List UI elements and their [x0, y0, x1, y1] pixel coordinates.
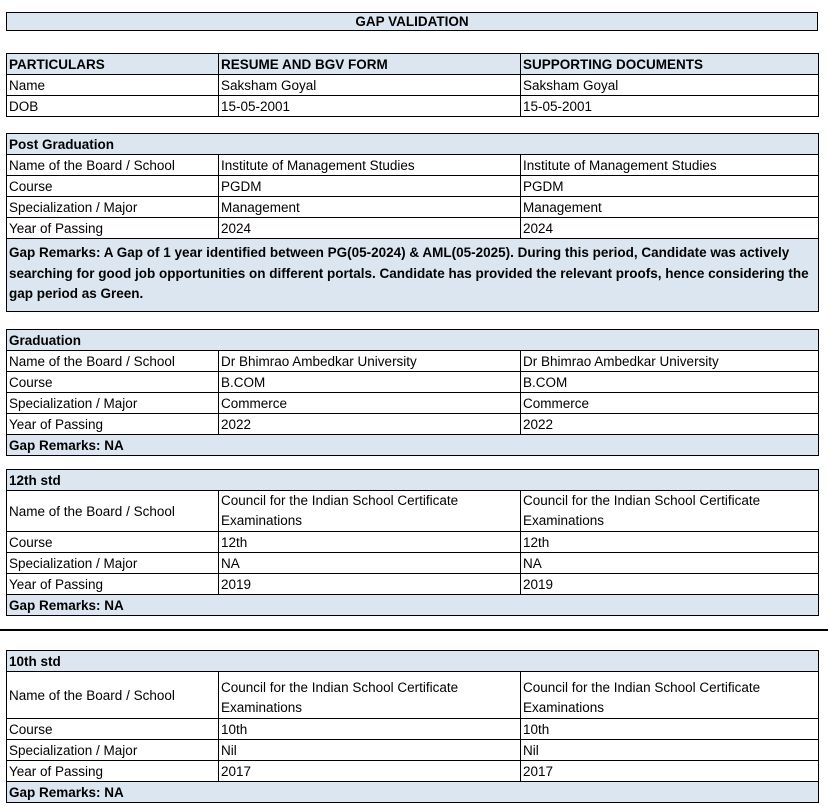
resume-value: Commerce [219, 393, 521, 414]
post-graduation-table [6, 133, 819, 312]
resume-value: PGDM [219, 176, 521, 197]
supporting-value: Management [521, 197, 819, 218]
twelfth-std-table [6, 469, 819, 616]
resume-value: B.COM [219, 372, 521, 393]
remarks-row [7, 595, 819, 616]
resume-value: 2024 [219, 218, 521, 239]
resume-value: 2019 [219, 574, 521, 595]
supporting-value: 2017 [521, 761, 819, 782]
table-row [7, 491, 819, 532]
remarks-row [7, 239, 819, 312]
resume-value: Council for the Indian School Certificate Examinations [219, 672, 521, 719]
resume-value: Institute of Management Studies [219, 155, 521, 176]
table-row [7, 553, 819, 574]
section-header [7, 134, 819, 155]
table-row [7, 155, 819, 176]
graduation-table [6, 329, 819, 456]
tenth-std-table [6, 650, 819, 803]
resume-value: Dr Bhimrao Ambedkar University [219, 351, 521, 372]
header-resume: RESUME AND BGV FORM [219, 54, 521, 75]
resume-value: Council for the Indian School Certificate Examinations [219, 491, 521, 532]
divider [0, 629, 828, 631]
gap-remarks: Gap Remarks: NA [7, 595, 819, 616]
supporting-value: B.COM [521, 372, 819, 393]
supporting-value: 2024 [521, 218, 819, 239]
row-label: Year of Passing [7, 574, 219, 595]
row-label: Name of the Board / School [7, 155, 219, 176]
remarks-row [7, 782, 819, 803]
supporting-value: PGDM [521, 176, 819, 197]
supporting-value: Institute of Management Studies [521, 155, 819, 176]
section-title: 12th std [7, 470, 819, 491]
supporting-value: NA [521, 553, 819, 574]
section-header [7, 470, 819, 491]
row-label: Specialization / Major [7, 553, 219, 574]
gap-remarks: Gap Remarks: NA [7, 435, 819, 456]
section-title: Graduation [7, 330, 819, 351]
page-title: GAP VALIDATION [6, 12, 818, 31]
header-row [7, 54, 819, 75]
row-label: Year of Passing [7, 414, 219, 435]
table-row [7, 218, 819, 239]
supporting-value: 15-05-2001 [521, 96, 819, 117]
supporting-value: 2022 [521, 414, 819, 435]
table-row [7, 761, 819, 782]
supporting-value: 12th [521, 532, 819, 553]
supporting-value: Saksham Goyal [521, 75, 819, 96]
resume-value: 2017 [219, 761, 521, 782]
gap-remarks: Gap Remarks: A Gap of 1 year identified between PG(05-2024) & AML(05-2025). During this period, Candidate was actively searching for good job opportunities on different portals. Candidate has provided the relevant proofs, hence considering the gap period as Green. [7, 239, 819, 312]
table-row [7, 672, 819, 719]
resume-value: Saksham Goyal [219, 75, 521, 96]
gap-remarks: Gap Remarks: NA [7, 782, 819, 803]
section-header [7, 651, 819, 672]
resume-value: 15-05-2001 [219, 96, 521, 117]
table-row [7, 197, 819, 218]
section-title: 10th std [7, 651, 819, 672]
row-label: Course [7, 719, 219, 740]
resume-value: 2022 [219, 414, 521, 435]
row-label: Course [7, 372, 219, 393]
supporting-value: Council for the Indian School Certificate Examinations [521, 491, 819, 532]
personal-details-table [6, 53, 819, 117]
row-label: Name of the Board / School [7, 672, 219, 719]
resume-value: NA [219, 553, 521, 574]
header-supporting: SUPPORTING DOCUMENTS [521, 54, 819, 75]
supporting-value: 10th [521, 719, 819, 740]
row-label: Specialization / Major [7, 740, 219, 761]
table-row [7, 414, 819, 435]
table-row [7, 96, 819, 117]
row-label: Specialization / Major [7, 393, 219, 414]
resume-value: Management [219, 197, 521, 218]
row-label: Name of the Board / School [7, 351, 219, 372]
resume-value: 10th [219, 719, 521, 740]
table-row [7, 351, 819, 372]
supporting-value: 2019 [521, 574, 819, 595]
supporting-value: Council for the Indian School Certificate Examinations [521, 672, 819, 719]
table-row [7, 176, 819, 197]
section-title: Post Graduation [7, 134, 819, 155]
row-label: Course [7, 532, 219, 553]
row-label: Year of Passing [7, 761, 219, 782]
table-row [7, 719, 819, 740]
table-row [7, 372, 819, 393]
supporting-value: Dr Bhimrao Ambedkar University [521, 351, 819, 372]
supporting-value: Commerce [521, 393, 819, 414]
row-label: DOB [7, 96, 219, 117]
header-particulars: PARTICULARS [7, 54, 219, 75]
row-label: Year of Passing [7, 218, 219, 239]
table-row [7, 75, 819, 96]
row-label: Name [7, 75, 219, 96]
row-label: Specialization / Major [7, 197, 219, 218]
table-row [7, 574, 819, 595]
table-row [7, 740, 819, 761]
table-row [7, 393, 819, 414]
table-row [7, 532, 819, 553]
section-header [7, 330, 819, 351]
remarks-row [7, 435, 819, 456]
row-label: Course [7, 176, 219, 197]
supporting-value: Nil [521, 740, 819, 761]
resume-value: 12th [219, 532, 521, 553]
resume-value: Nil [219, 740, 521, 761]
row-label: Name of the Board / School [7, 491, 219, 532]
